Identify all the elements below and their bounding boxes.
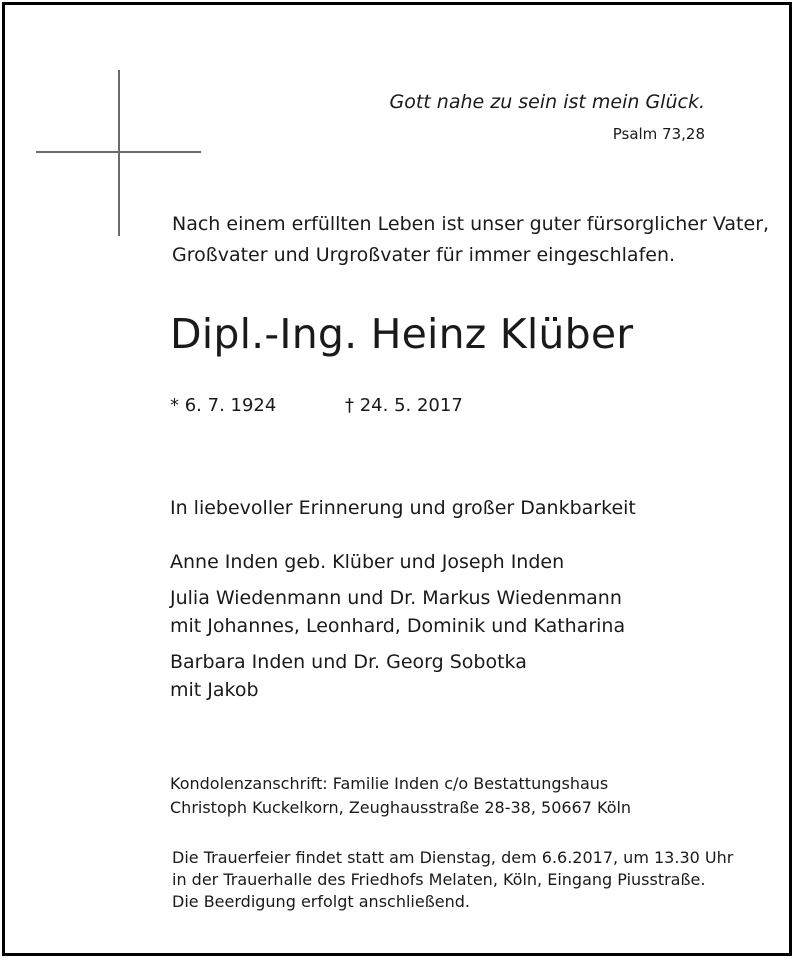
funeral-service-info	[172, 847, 733, 913]
condolence-line: Kondolenzanschrift: Familie Inden c/o Bestattungshaus	[170, 774, 609, 793]
service-line: Die Trauerfeier findet statt am Dienstag, dem 6.6.2017, um 13.30 Uhr	[172, 848, 734, 867]
mourner-line: Julia Wiedenmann und Dr. Markus Wiedenmann	[170, 587, 622, 609]
intro-line: Großvater und Urgroßvater für immer eingeschlafen.	[172, 244, 676, 266]
condolence-line: Christoph Kuckelkorn, Zeughausstraße 28-38, 50667 Köln	[170, 798, 632, 817]
intro-line: Nach einem erfüllten Leben ist unser guter fürsorglicher Vater,	[172, 213, 770, 235]
mourner-line: Anne Inden geb. Klüber und Joseph Inden	[170, 551, 565, 573]
service-line: Die Beerdigung erfolgt anschließend.	[172, 892, 470, 911]
intro-text	[172, 209, 769, 271]
deceased-name: Dipl.-Ing. Heinz Klüber	[170, 310, 634, 358]
service-line: in der Trauerhalle des Friedhofs Melaten, Köln, Eingang Piusstraße.	[172, 870, 706, 889]
motto-quote: Gott nahe zu sein ist mein Glück.	[389, 91, 705, 113]
birth-date: * 6. 7. 1924	[170, 395, 277, 416]
cross-icon-vertical	[118, 70, 120, 236]
mourner-line: mit Johannes, Leonhard, Dominik und Katharina	[170, 615, 626, 637]
cross-icon-horizontal	[36, 151, 201, 153]
mourners-list	[170, 548, 625, 704]
condolence-address	[170, 772, 631, 820]
mourner-line: Barbara Inden und Dr. Georg Sobotka	[170, 651, 527, 673]
death-date: † 24. 5. 2017	[345, 395, 463, 416]
psalm-reference: Psalm 73,28	[612, 125, 705, 143]
remembrance-text: In liebevoller Erinnerung und großer Dankbarkeit	[170, 497, 636, 519]
obituary-frame	[2, 2, 792, 956]
mourner-line: mit Jakob	[170, 679, 259, 701]
